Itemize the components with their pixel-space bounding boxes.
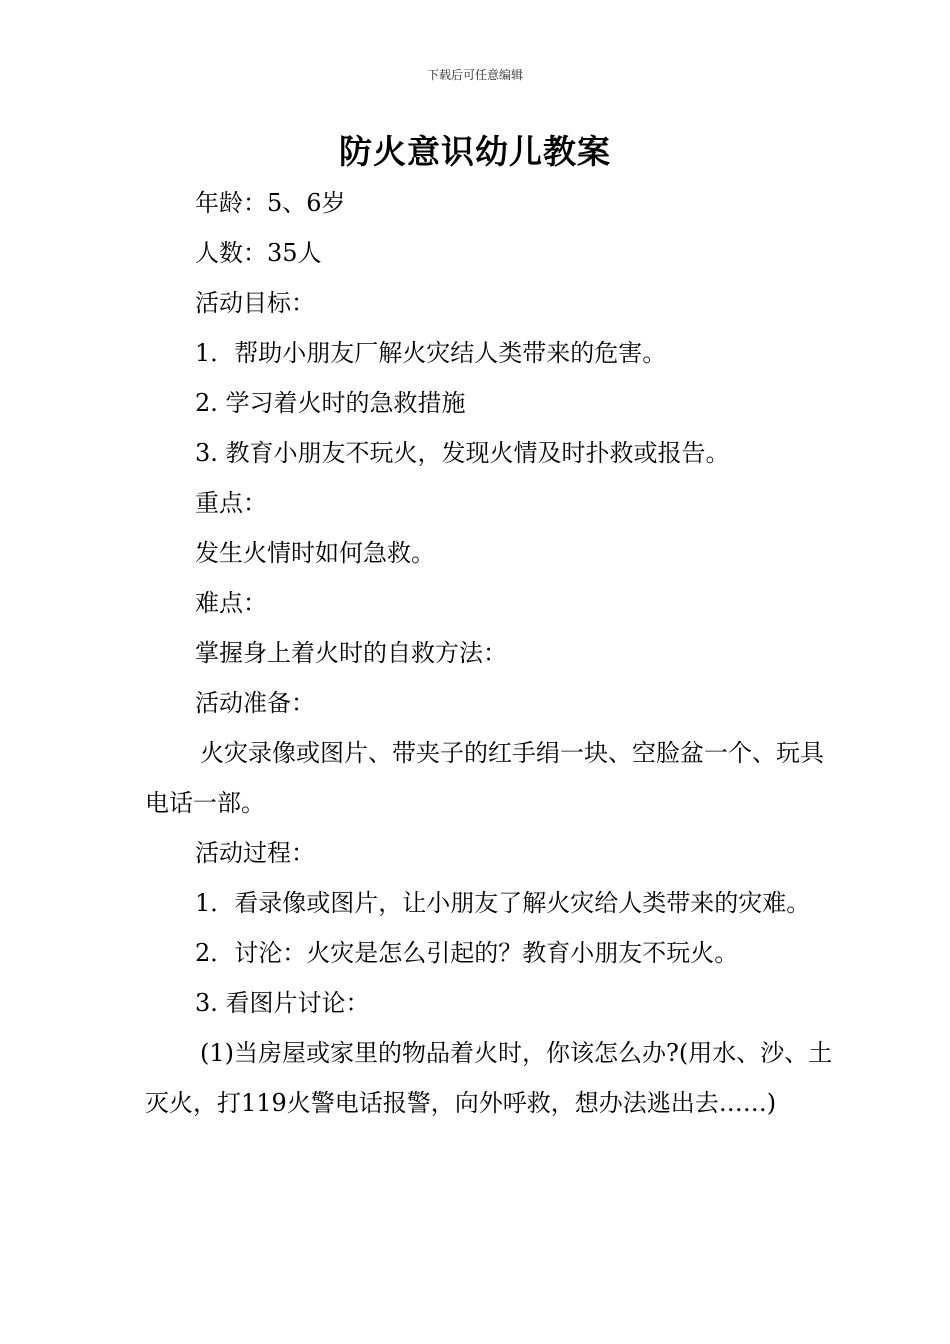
process-step: 2．讨沦：火灾是怎么引起的？教育小朋友不玩火。	[195, 939, 739, 967]
document-body	[145, 178, 835, 1128]
goals-heading: 活动目标：	[195, 289, 315, 317]
goal-item: 3. 教育小朋友不玩火，发现火情及时扑救或报告。	[195, 439, 730, 467]
goal-item: 2. 学习着火时的急救措施	[195, 389, 466, 417]
focus-text: 发生火情时如何急救。	[195, 539, 435, 567]
goal-item: 1．帮助小朋友厂解火灾结人类带来的危害。	[195, 339, 667, 367]
difficulty-heading: 难点：	[195, 589, 267, 617]
age-line: 年龄：5、6岁	[195, 189, 346, 217]
process-step: 3. 看图片讨论：	[195, 989, 370, 1017]
process-step: 1．看录像或图片，让小朋友了解火灾给人类带来的灾难。	[195, 889, 811, 917]
header-note: 下载后可任意编辑	[426, 68, 523, 82]
preparation-heading: 活动准备：	[195, 689, 315, 717]
process-heading: 活动过程：	[195, 839, 315, 867]
document-title: 防火意识幼儿教案	[339, 132, 611, 171]
focus-heading: 重点：	[195, 489, 267, 517]
difficulty-text: 掌握身上着火时的自救方法：	[195, 639, 507, 667]
headcount-line: 人数：35人	[195, 239, 322, 267]
process-substep: (1)当房屋或家里的物品着火时，你该怎么办?(用水、沙、土灭火，打119火警电话报警，向外呼救，想办法逃出去……)	[145, 1039, 833, 1117]
preparation-text: 火灾录像或图片、带夹子的红手绢一块、空脸盆一个、玩具电话一部。	[145, 739, 824, 817]
